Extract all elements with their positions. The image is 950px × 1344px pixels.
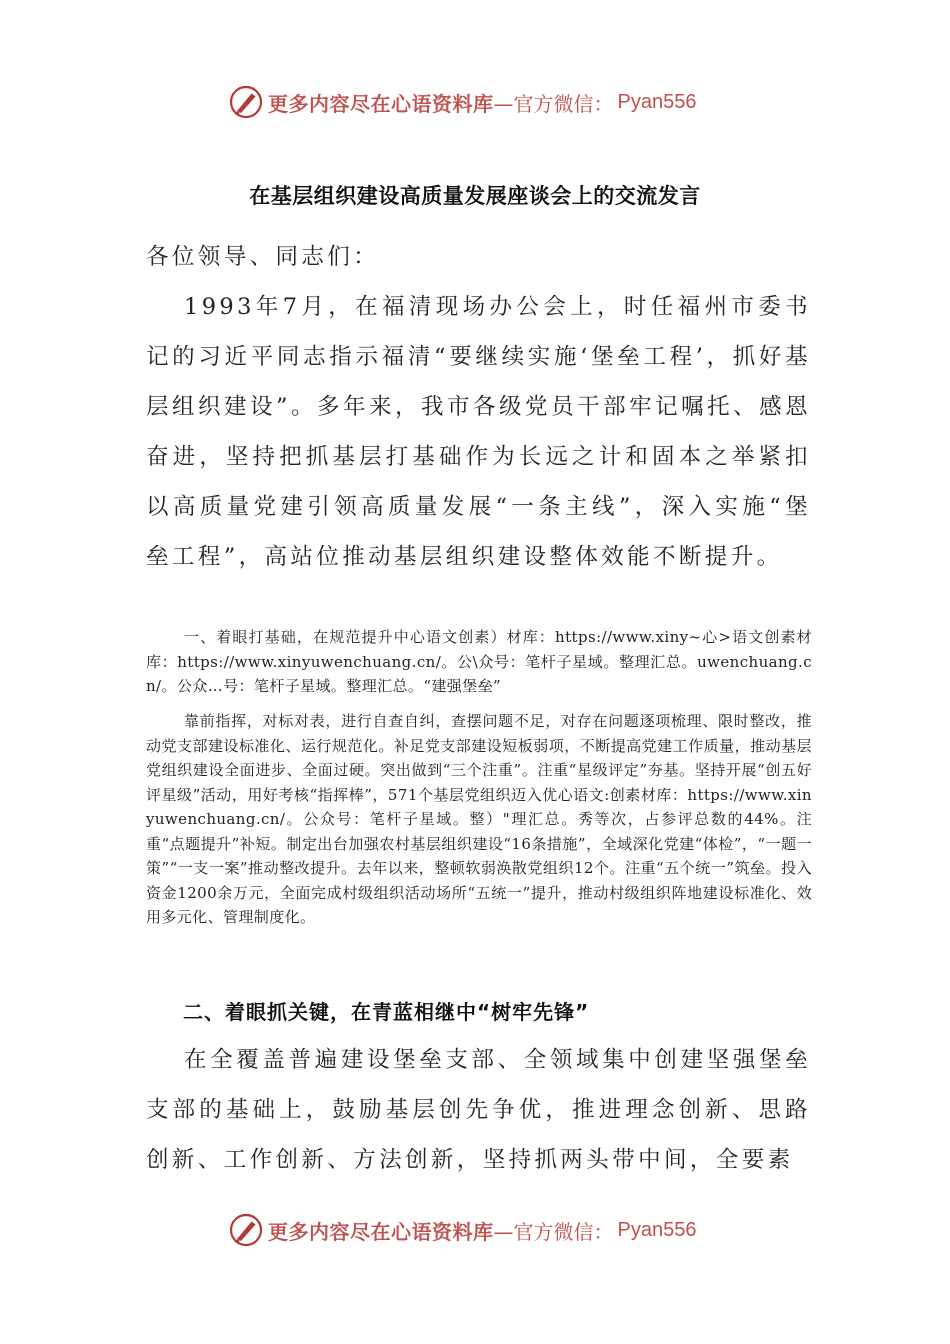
section2-heading: 二、着眼抓关键，在青蓝相继中“树牢先锋” xyxy=(183,1000,590,1024)
watermark-text: 更多内容尽在心语资料库 xyxy=(268,1219,494,1244)
watermark-handle: Pyan556 xyxy=(617,1218,697,1241)
section1-body: 靠前指挥，对标对表，进行自查自纠，查摆问题不足，对存在问题逐项梳理、限时整改，推动党支部建设标准化、运行规范化。补足党支部建设短板弱项，不断提高党建工作质量，推动基层党组织建设全面进步、全面过硬。突出做到“三个注重”。注重“星级评定”夯基。坚持开展“创五好评星级”活动，用好考核“指挥棒”，571个基层党组织迈入优心语文:创素材库：https://www.xinyuwenchuang.cn/。公众号：笔杆子星域。整）"理汇总。秀等次，占参评总数的44%。注重“点题提升”补短。制定出台加强农村基层组织建设“16条措施”，全域深化党建“体检”，“一题一策”“一支一案”推动整改提升。去年以来，整顿软弱涣散党组织12个。注重“五个统一”筑垒。投入资金1200余万元，全面完成村级组织活动场所“五统一”提升，推动村级组织阵地建设标准化、效用多元化、管理制度化。 xyxy=(146,712,812,926)
document-title: 在基层组织建设高质量发展座谈会上的交流发言 xyxy=(249,184,701,208)
intro-paragraph: 1993年7月，在福清现场办公会上，时任福州市委书记的习近平同志指示福清“要继续实施‘堡垒工程’，抓好基层组织建设”。多年来，我市各级党员干部牢记嘱托、感恩奋进，坚持把抓基层打基础作为长远之计和固本之举紧扣以高质量党建引领高质量发展“一条主线”，深入实施“堡垒工程”，高站位推动基层组织建设整体效能不断提升。 xyxy=(146,294,811,570)
watermark-handle: Pyan556 xyxy=(617,90,697,113)
pen-logo-icon xyxy=(228,84,264,120)
pen-logo-icon xyxy=(228,1212,264,1248)
section1-heading: 一、着眼打基础，在规范提升中心语文创素）材库：https://www.xiny~心>语文创素材库：https://www.xinyuwenchuang.cn/。公\众号：笔杆子星域。整理汇总。uwenchuang.cn/。公众…号：笔杆子星域。整理汇总。“建强堡垒” xyxy=(146,628,812,695)
watermark-text: 更多内容尽在心语资料库 xyxy=(268,91,494,116)
watermark-separator: —官方微信： xyxy=(493,91,614,116)
watermark-banner-top xyxy=(228,82,696,122)
watermark-banner-bottom xyxy=(228,1210,696,1250)
greeting: 各位领导、同志们： xyxy=(146,244,380,270)
section2-paragraph: 在全覆盖普遍建设堡垒支部、全领域集中创建坚强堡垒支部的基础上，鼓励基层创先争优，推进理念创新、思路创新、工作创新、方法创新，坚持抓两头带中间，全要素 xyxy=(146,1047,811,1173)
watermark-separator: —官方微信： xyxy=(493,1219,614,1244)
